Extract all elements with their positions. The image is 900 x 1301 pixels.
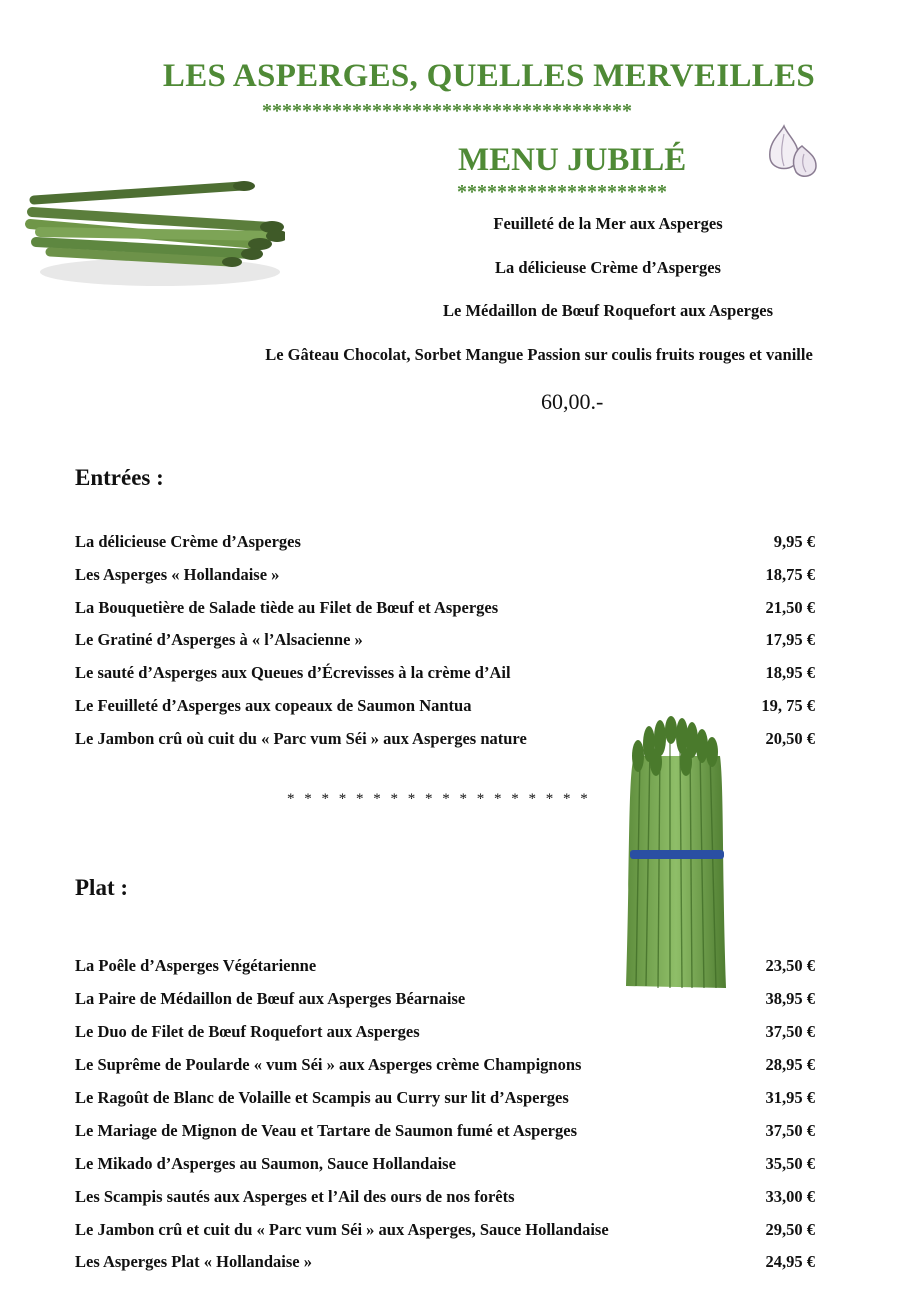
plat-name: La Poêle d’Asperges Végétarienne [75, 956, 317, 975]
entree-name: Le Feuilleté d’Asperges aux copeaux de Saumon Nantua [75, 696, 472, 715]
entree-name: La Bouquetière de Salade tiède au Filet de Bœuf et Asperges [75, 598, 499, 617]
plat-name: Le Suprême de Poularde « vum Séi » aux Asperges crème Champignons [75, 1055, 582, 1074]
asparagus-bundle-icon [622, 716, 732, 994]
plat-price: 24,95 € [765, 1252, 815, 1271]
entree-row [75, 598, 815, 622]
plat-row [75, 989, 815, 1013]
menu-course-1: Feuilleté de la Mer aux Asperges [493, 214, 723, 233]
plat-name: Le Mikado d’Asperges au Saumon, Sauce Hollandaise [75, 1154, 456, 1173]
plat-price: 29,50 € [765, 1220, 815, 1239]
page-title: LES ASPERGES, QUELLES MERVEILLES [162, 58, 816, 94]
plat-price: 31,95 € [765, 1088, 815, 1107]
plat-row [75, 1154, 815, 1178]
menu-course-4: Le Gâteau Chocolat, Sorbet Mangue Passion sur coulis fruits rouges et vanille [265, 345, 813, 364]
entree-price: 20,50 € [765, 729, 815, 748]
plat-row [75, 1088, 815, 1112]
entree-name: La délicieuse Crème d’Asperges [75, 532, 301, 551]
plat-price: 37,50 € [765, 1022, 815, 1041]
asparagus-spears-icon [20, 172, 285, 297]
plat-price: 35,50 € [765, 1154, 815, 1173]
entree-price: 9,95 € [773, 532, 815, 551]
plat-row [75, 1022, 815, 1046]
entrees-heading: Entrées : [75, 465, 164, 490]
entree-name: Les Asperges « Hollandaise » [75, 565, 280, 584]
entree-row [75, 630, 815, 654]
plat-row [75, 1187, 815, 1211]
entree-row [75, 565, 815, 589]
plat-name: Le Jambon crû et cuit du « Parc vum Séi » aux Asperges, Sauce Hollandaise [75, 1220, 609, 1239]
plat-row [75, 1055, 815, 1079]
plat-row [75, 1252, 815, 1276]
plat-row [75, 1220, 815, 1244]
entree-price: 18,75 € [765, 565, 815, 584]
menu-course-3: Le Médaillon de Bœuf Roquefort aux Asperges [443, 301, 773, 320]
plat-name: Les Scampis sautés aux Asperges et l’Ail des ours de nos forêts [75, 1187, 515, 1206]
entree-price: 21,50 € [765, 598, 815, 617]
menu-title: MENU JUBILÉ [458, 142, 687, 178]
menu-stars-divider: ********************* [457, 181, 667, 203]
plat-price: 33,00 € [765, 1187, 815, 1206]
plat-row [75, 1121, 815, 1145]
plat-name: Le Mariage de Mignon de Veau et Tartare de Saumon fumé et Asperges [75, 1121, 578, 1140]
entree-name: Le Jambon crû où cuit du « Parc vum Séi » aux Asperges nature [75, 729, 527, 748]
entree-price: 18,95 € [765, 663, 815, 682]
plat-name: Le Ragoût de Blanc de Volaille et Scampis au Curry sur lit d’Asperges [75, 1088, 569, 1107]
plat-name: Le Duo de Filet de Bœuf Roquefort aux Asperges [75, 1022, 420, 1041]
plat-price: 28,95 € [765, 1055, 815, 1074]
entree-price: 19, 75 € [761, 696, 815, 715]
entree-name: Le sauté d’Asperges aux Queues d’Écrevisses à la crème d’Ail [75, 663, 511, 682]
plat-price: 23,50 € [765, 956, 815, 975]
plat-price: 38,95 € [765, 989, 815, 1008]
section-separator: * * * * * * * * * * * * * * * * * * [287, 791, 591, 807]
entree-price: 17,95 € [765, 630, 815, 649]
plats-heading: Plat : [75, 875, 129, 900]
menu-price: 60,00.- [541, 389, 604, 414]
entree-row [75, 663, 815, 687]
entree-row [75, 532, 815, 556]
garlic-icon [762, 120, 822, 182]
plat-row [75, 956, 815, 980]
plat-name: La Paire de Médaillon de Bœuf aux Asperges Béarnaise [75, 989, 466, 1008]
plat-name: Les Asperges Plat « Hollandaise » [75, 1252, 312, 1271]
entree-name: Le Gratiné d’Asperges à « l’Alsacienne » [75, 630, 363, 649]
title-stars-divider: ************************************* [262, 100, 632, 122]
plat-price: 37,50 € [765, 1121, 815, 1140]
menu-course-2: La délicieuse Crème d’Asperges [495, 258, 721, 277]
